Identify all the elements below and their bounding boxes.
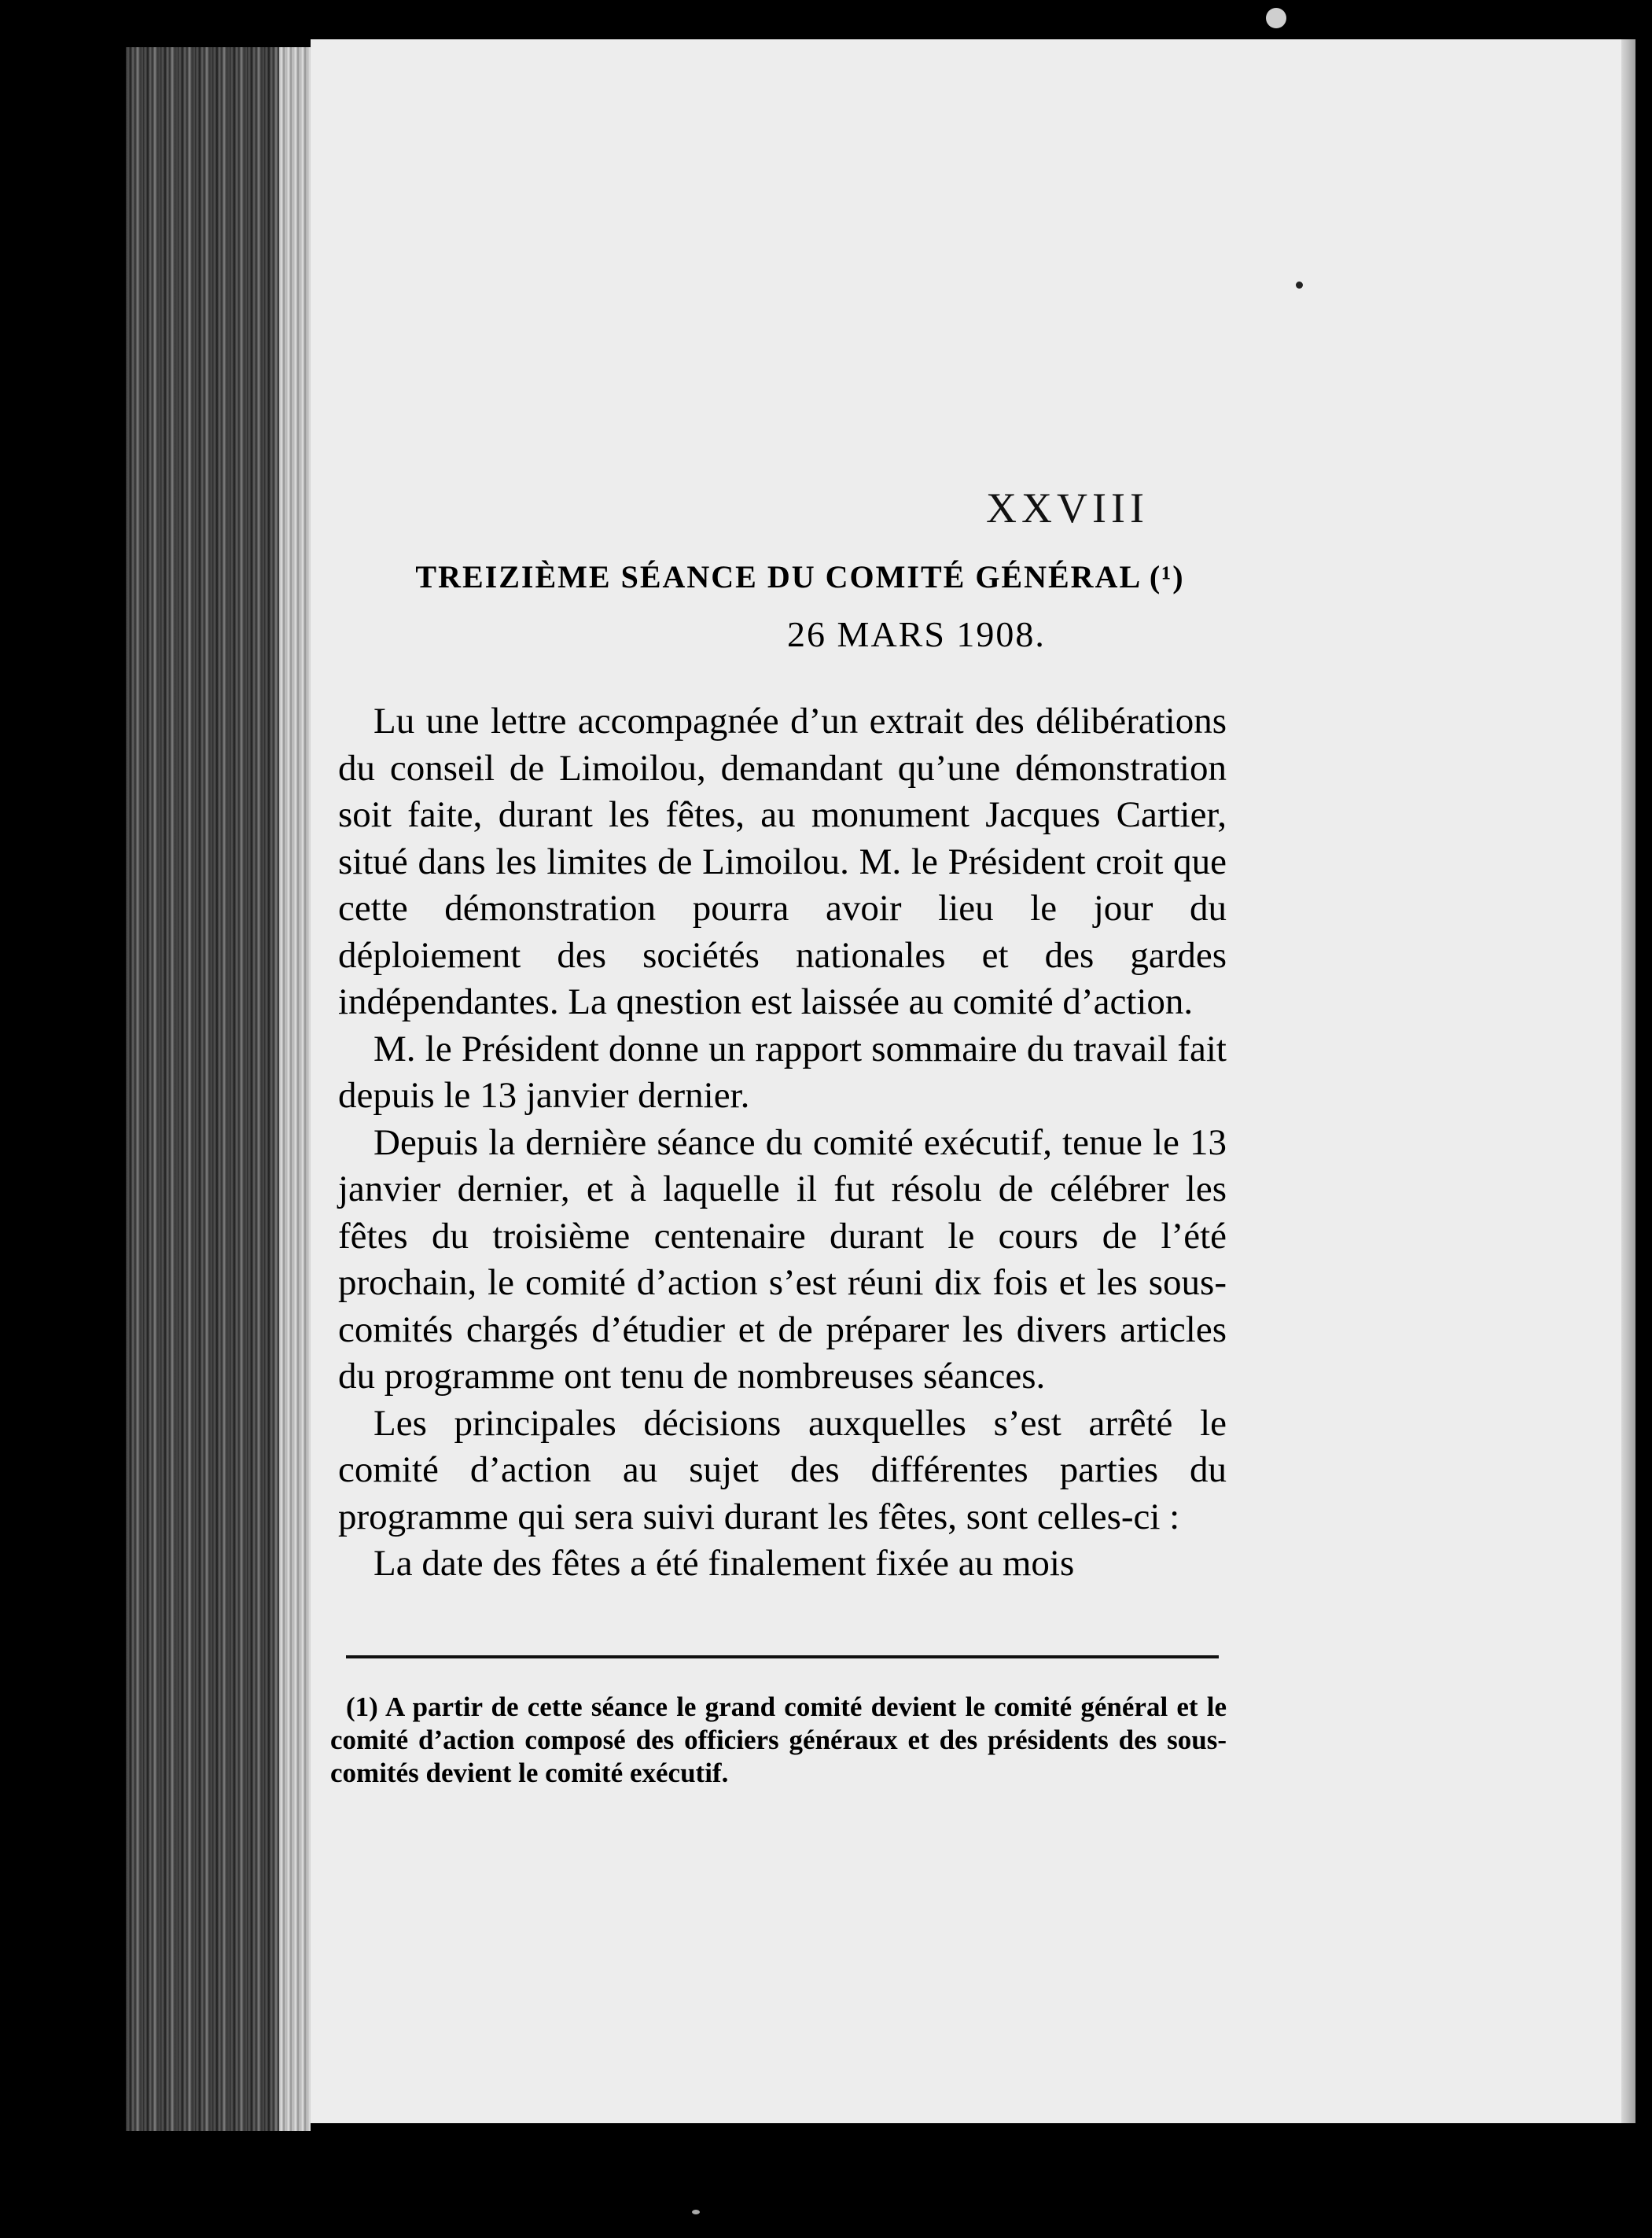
paragraph: Les principales décisions auxquelles s’est arrêté le comité d’action au sujet des différentes parties du programme qui sera suivi durant les fêtes, sont celles-ci :	[338, 1402, 1227, 1537]
scan-speck	[692, 2210, 700, 2214]
scan-speck	[1266, 8, 1286, 28]
scan-speck	[1296, 282, 1303, 289]
section-heading: TREIZIÈME SÉANCE DU COMITÉ GÉNÉRAL (¹)	[415, 559, 1185, 594]
paragraph: Depuis la dernière séance du comité exécutif, tenue le 13 janvier dernier, et à laquelle il fut résolu de célébrer les fêtes du troisième centenaire durant le cours de l’été prochain, le comité d’action s’est réuni dix fois et les sous-comités chargés d’étudier et de préparer les divers articles du programme ont tenu de nombreuses séances.	[338, 1121, 1227, 1397]
footnote: (1) A partir de cette séance le grand comité devient le comité général et le comité d’action composé des officiers généraux et des présidents des sous-comités devient le comité exécutif.	[330, 1691, 1227, 1788]
session-date: 26 MARS 1908.	[787, 614, 1046, 654]
chapter-number: XXVIII	[986, 484, 1149, 532]
paragraph: Lu une lettre accompagnée d’un extrait des délibérations du conseil de Limoilou, demandant qu’une démonstration soit faite, durant les fêtes, au monument Jacques Cartier, situé dans les limites de Limoilou. M. le Président croit que cette démonstration pourra avoir lieu le jour du déploiement des sociétés nationales et des gardes indépendantes. La qnestion est laissée au comité d’action.	[338, 701, 1227, 1022]
paragraph: M. le Président donne un rapport sommaire du travail fait depuis le 13 janvier dernier.	[338, 1028, 1227, 1116]
footnote-rule	[346, 1655, 1219, 1658]
book-spine-edge	[126, 47, 311, 2131]
paragraph: La date des fêtes a été finalement fixée au mois	[373, 1543, 1075, 1584]
body-text	[338, 698, 1227, 1588]
